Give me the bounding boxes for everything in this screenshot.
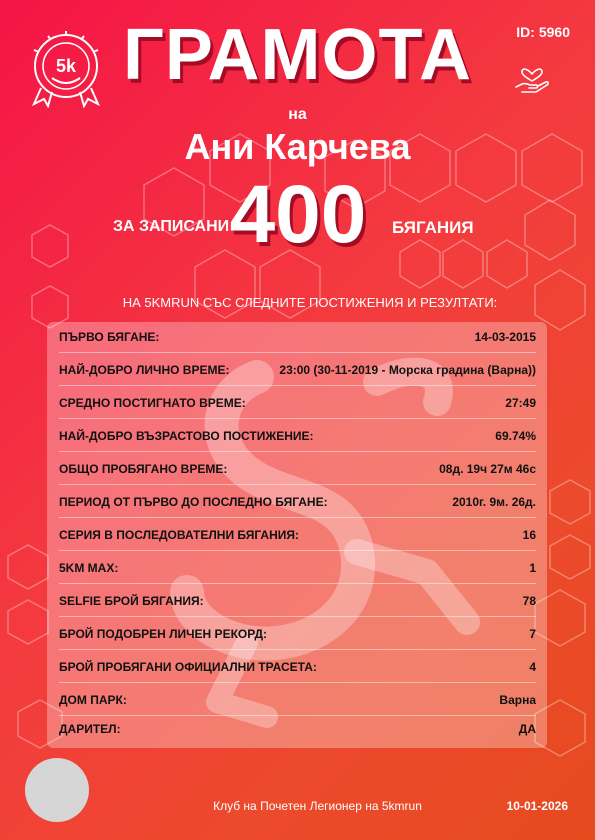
stat-label: БРОЙ ПОДОБРЕН ЛИЧЕН РЕКОРД: — [59, 627, 268, 641]
stat-label: ДАРИТЕЛ: — [59, 722, 121, 736]
stat-value: 27:49 — [505, 396, 536, 410]
stat-label: СРЕДНО ПОСТИГНАТО ВРЕМЕ: — [59, 396, 246, 410]
stat-row-pb-count — [59, 619, 536, 650]
stat-row-average-time — [59, 388, 536, 419]
stat-value: 4 — [529, 660, 536, 674]
stat-row-age-grade — [59, 421, 536, 452]
stat-row-official-courses — [59, 652, 536, 683]
stat-label: ПЕРИОД ОТ ПЪРВО ДО ПОСЛЕДНО БЯГАНЕ: — [59, 495, 328, 509]
stat-label: SELFIE БРОЙ БЯГАНИЯ: — [59, 594, 204, 608]
run-word: БЯГАНИЯ — [392, 218, 474, 237]
run-count: 400 — [229, 169, 367, 260]
stat-row-period — [59, 487, 536, 518]
svg-text:5k: 5k — [55, 56, 77, 76]
stat-value: 14-03-2015 — [474, 330, 536, 344]
stat-row-first-run — [59, 322, 536, 353]
heart-hand-icon — [512, 60, 552, 96]
stat-row-5km-max — [59, 553, 536, 584]
certificate-id: ID: 5960 — [516, 24, 570, 40]
stat-value: 16 — [522, 528, 536, 542]
avatar-placeholder — [25, 758, 89, 822]
stat-label: ОБЩО ПРОБЯГАНО ВРЕМЕ: — [59, 462, 228, 476]
achievements-subtitle: НА 5KMRUN СЪС СЛЕДНИТЕ ПОСТИЖЕНИЯ И РЕЗУЛТАТИ: — [122, 295, 498, 310]
stat-row-total-time — [59, 454, 536, 485]
stat-label: НАЙ-ДОБРО ЛИЧНО ВРЕМЕ: — [59, 363, 230, 377]
certificate-title: ГРАМОТА — [123, 15, 472, 95]
stat-value: 08д. 19ч 27м 46с — [439, 462, 536, 476]
stat-row-streak — [59, 520, 536, 551]
stat-value: 78 — [522, 594, 536, 608]
recipient-prefix: на — [288, 106, 307, 123]
stat-label: ПЪРВО БЯГАНЕ: — [59, 330, 160, 344]
stat-label: БРОЙ ПРОБЯГАНИ ОФИЦИАЛНИ ТРАСЕТА: — [59, 660, 317, 674]
stat-value: ДА — [518, 722, 536, 736]
stat-row-donor — [59, 714, 536, 744]
stat-value: 2010г. 9м. 26д. — [452, 495, 536, 509]
recorded-prefix: ЗА ЗАПИСАНИ — [113, 218, 230, 235]
stat-value: Варна — [499, 693, 536, 707]
stat-label: ДОМ ПАРК: — [59, 693, 127, 707]
stat-value: 7 — [529, 627, 536, 641]
stat-value: 23:00 (30-11-2019 - Морска градина (Варна)) — [279, 363, 536, 377]
stat-label: СЕРИЯ В ПОСЛЕДОВАТЕЛНИ БЯГАНИЯ: — [59, 528, 299, 542]
recipient-name: Ани Карчева — [184, 126, 411, 167]
stat-label: НАЙ-ДОБРО ВЪЗРАСТОВО ПОСТИЖЕНИЕ: — [59, 429, 314, 443]
club-text: Клуб на Почетен Легионер на 5kmrun — [213, 799, 422, 813]
stats-panel — [47, 322, 547, 748]
stat-label: 5KM MAX: — [59, 561, 119, 575]
stat-row-personal-best — [59, 355, 536, 386]
stat-row-selfie-runs — [59, 586, 536, 617]
issue-date: 10-01-2026 — [506, 799, 568, 813]
runner-laurel-seal-icon — [26, 28, 106, 108]
stat-row-home-park — [59, 685, 536, 716]
stat-value: 69.74% — [495, 429, 536, 443]
stat-value: 1 — [529, 561, 536, 575]
